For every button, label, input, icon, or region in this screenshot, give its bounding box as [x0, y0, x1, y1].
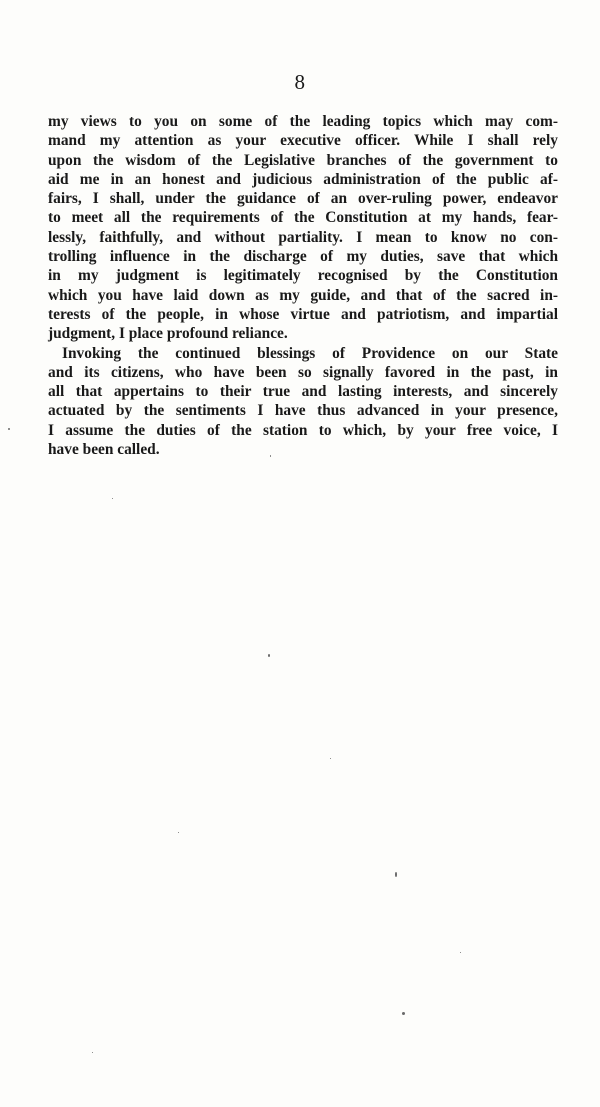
text-line: upon the wisdom of the Legislative branches of the government to [48, 151, 558, 169]
text-line: which you have laid down as my guide, and that of the sacred in- [48, 286, 558, 304]
scan-speck [178, 832, 179, 833]
scan-speck [330, 758, 331, 759]
scan-speck [395, 872, 397, 877]
text-line: trolling influence in the discharge of my duties, save that which [48, 248, 558, 266]
scan-speck [112, 498, 113, 499]
scan-speck [92, 1052, 93, 1053]
paragraph-2 [48, 344, 558, 460]
scan-speck [402, 1012, 405, 1015]
text-line: have been called. [48, 441, 160, 459]
scan-speck [270, 455, 271, 457]
text-line: my views to you on some of the leading topics which may com- [48, 113, 558, 130]
text-line: judgment, I place profound reliance. [48, 325, 288, 343]
text-line: fairs, I shall, under the guidance of an over-ruling power, endeavor [48, 190, 558, 208]
text-line: to meet all the requirements of the Constitution at my hands, fear- [48, 209, 558, 227]
text-line: aid me in an honest and judicious administration of the public af- [48, 170, 558, 188]
text-line: terests of the people, in whose virtue and patriotism, and impartial [48, 305, 558, 323]
body-text [48, 112, 558, 459]
scan-speck [268, 654, 270, 657]
scan-speck [460, 952, 461, 953]
text-line: I assume the duties of the station to which, by your free voice, I [48, 421, 558, 439]
paragraph-1 [48, 112, 558, 344]
page-number: 8 [294, 70, 306, 94]
text-line: Invoking the continued blessings of Providence on our State [62, 344, 558, 362]
text-line: and its citizens, who have been so signally favored in the past, in [48, 363, 558, 381]
scan-speck [8, 428, 10, 430]
text-line: in my judgment is legitimately recognised by the Constitution [48, 267, 558, 285]
text-line: mand my attention as your executive officer. While I shall rely [48, 132, 558, 150]
text-line: lessly, faithfully, and without partiality. I mean to know no con- [48, 228, 558, 246]
text-line: all that appertains to their true and lasting interests, and sincerely [48, 383, 558, 401]
text-line: actuated by the sentiments I have thus advanced in your presence, [48, 402, 558, 420]
